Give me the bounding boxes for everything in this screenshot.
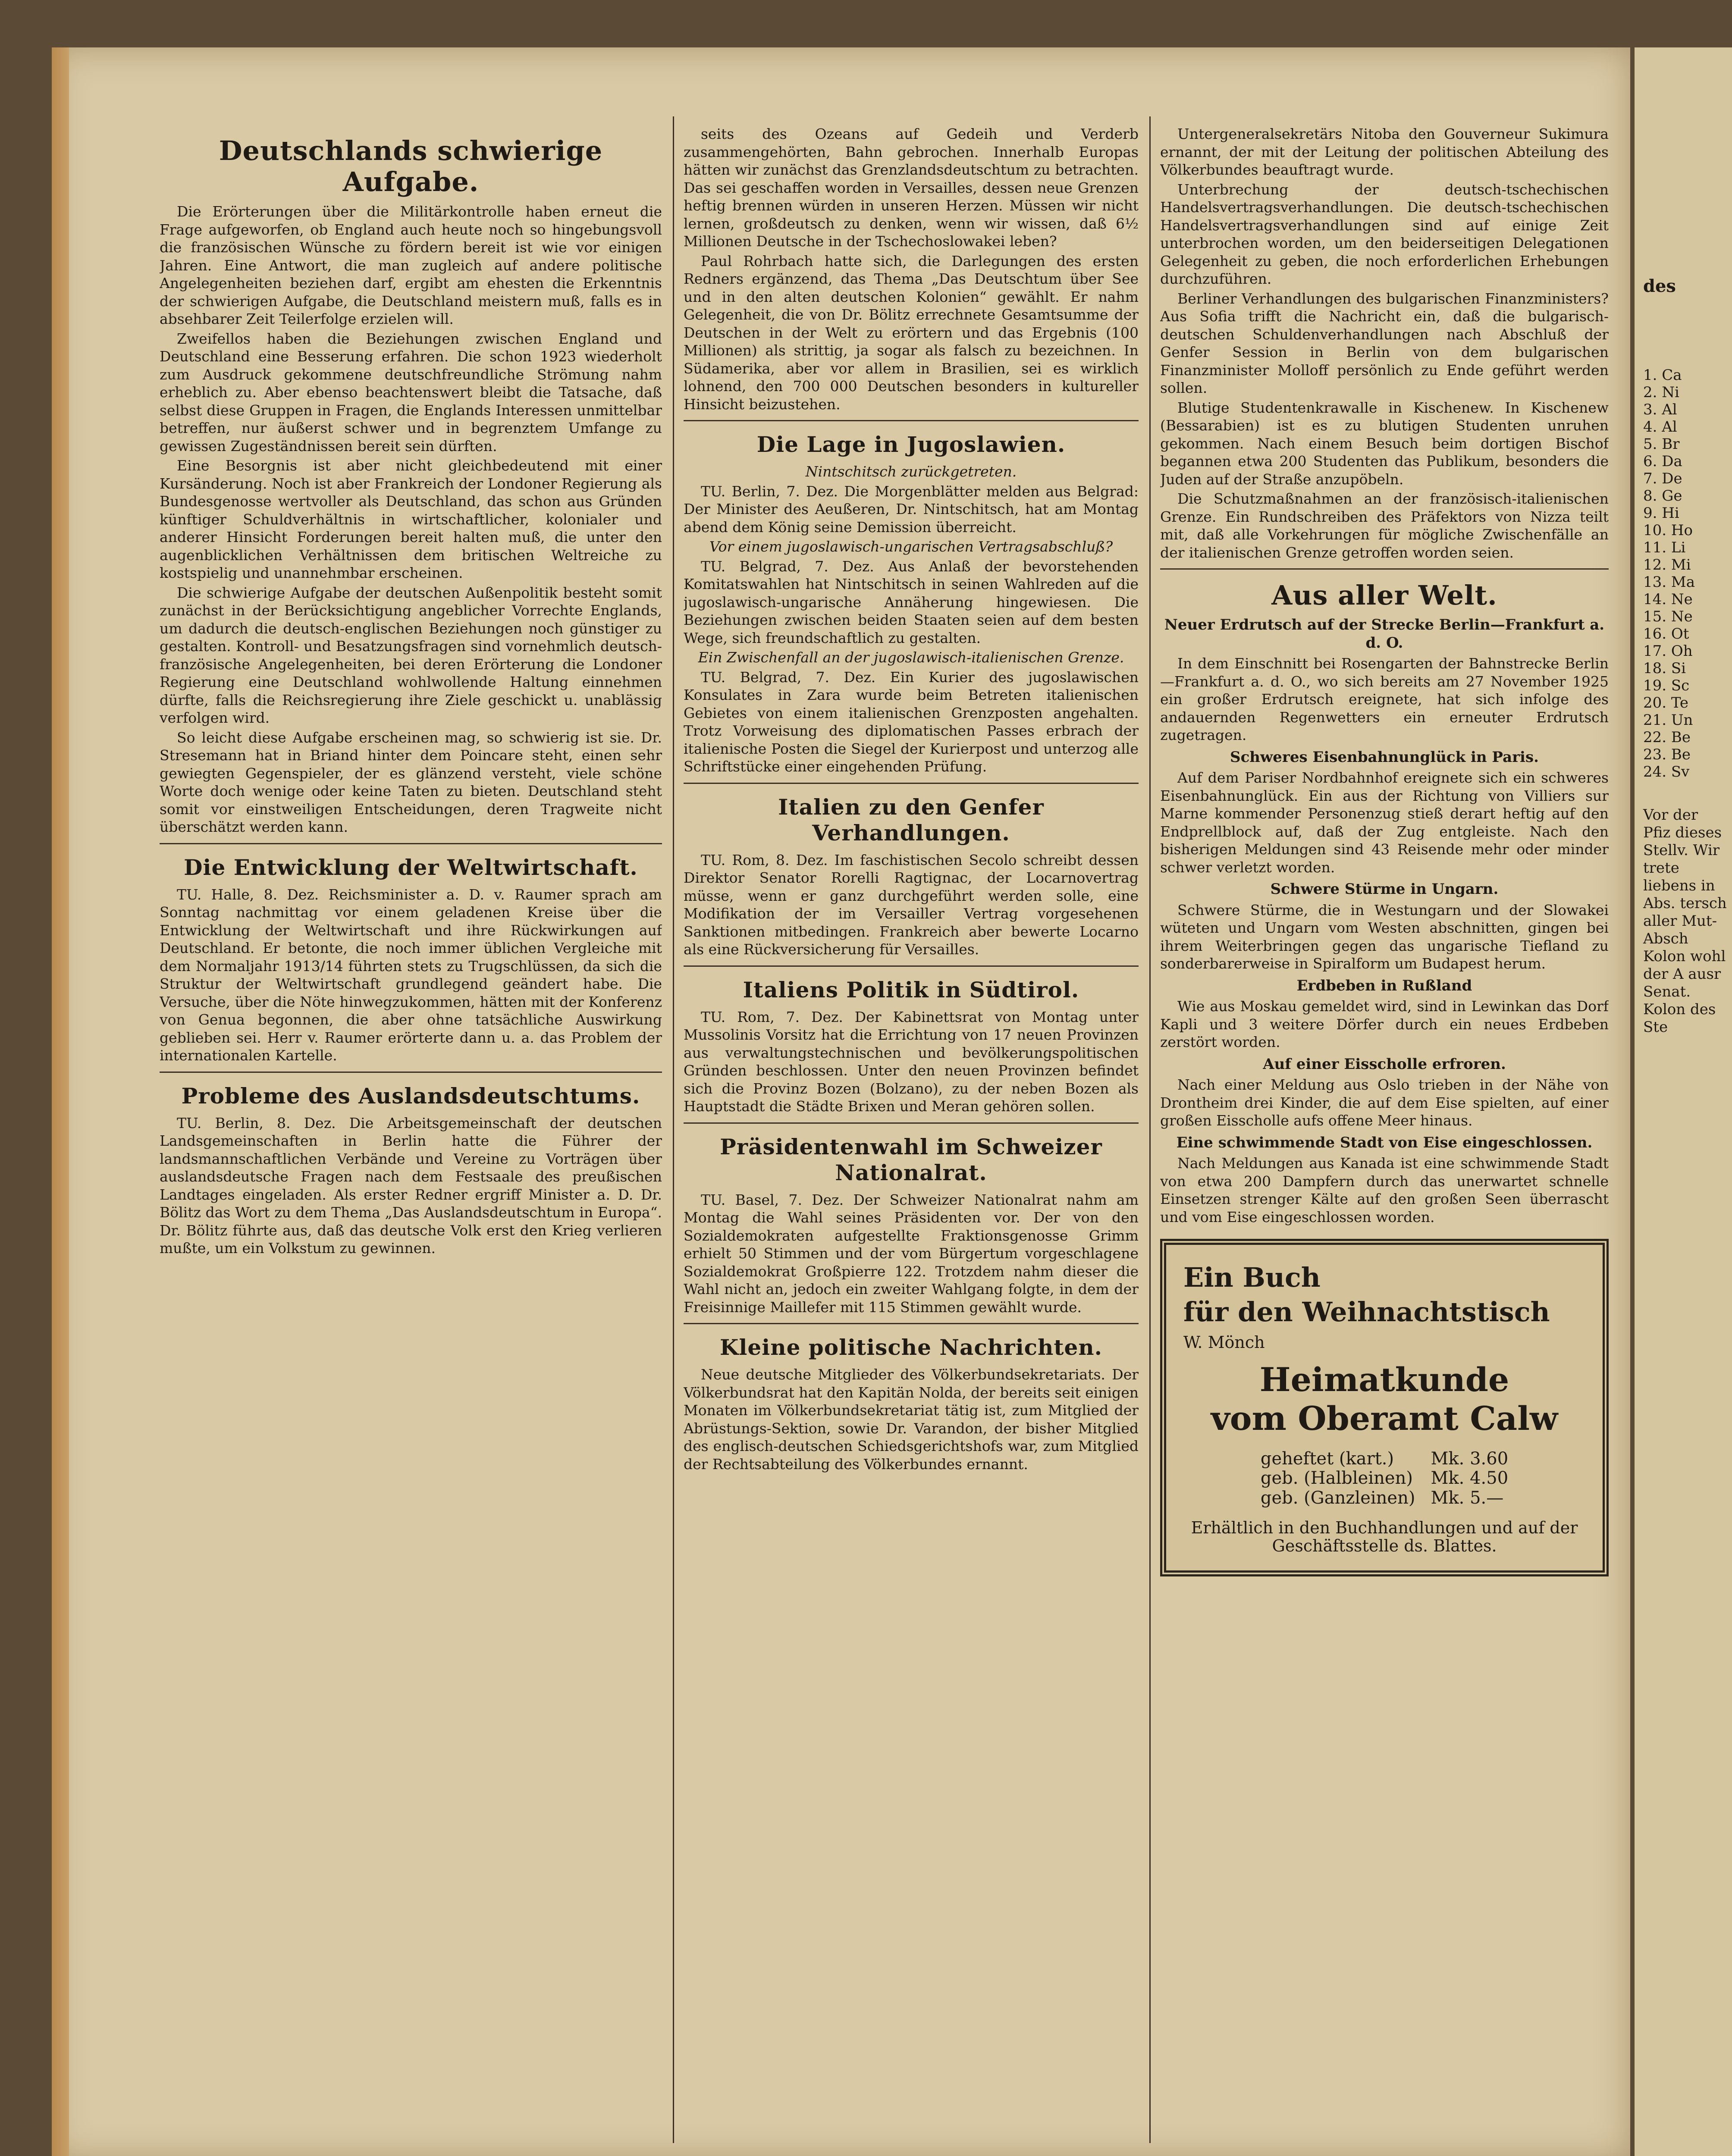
price-value: Mk. 4.50 <box>1431 1468 1509 1488</box>
subhead: Erdbeben in Rußland <box>1296 977 1472 994</box>
ad-title-2: vom Oberamt Calw <box>1211 1399 1558 1438</box>
price-row <box>1253 1469 1516 1489</box>
headline-kleine-nachrichten: Kleine politische Nachrichten. <box>719 1335 1103 1360</box>
list-item: 23. Be <box>1643 746 1691 763</box>
price-label: geheftet (kart.) <box>1260 1448 1394 1469</box>
book-advertisement <box>1160 1239 1609 1576</box>
paragraph: Zweifellos haben die Beziehungen zwischen England und Deutschland eine Besserung erfahren. Die schon 1923 wiederholt zum Ausdruck gekommene deutschfreundliche Strömung nahm erheblich zu. Aber ebenso beachtenswert bleibt die Tatsache, daß selbst diese Gruppen in Fragen, die Englands Interessen unmittelbar betreffen, nur äußerst schwer und in begrenztem Umfange zu gewissen Zugeständnissen bereit sein dürften. <box>160 330 662 454</box>
list-item: 9. Hi <box>1643 505 1679 522</box>
subhead: Auf einer Eisscholle erfroren. <box>1263 1055 1506 1073</box>
divider <box>160 1072 662 1073</box>
price-table <box>1253 1449 1516 1508</box>
paragraph: Blutige Studentenkrawalle in Kischenew. In Kischenew (Bessarabien) ist es zu blutigen Studenten unruhen gekommen. Nach einem Besuch beim dortigen Bischof begannen etwa 200 Studenten das Publikum, besonders die Juden auf der Straße anzupöbeln. <box>1160 399 1609 488</box>
list-item: 13. Ma <box>1643 573 1695 591</box>
column-rule <box>673 116 674 2143</box>
subhead: Neuer Erdrutsch auf der Strecke Berlin—Frankfurt a. d. O. <box>1164 616 1605 652</box>
subhead: Vor einem jugoslawisch-ungarischen Vertragsabschluß? <box>709 538 1113 555</box>
divider <box>160 843 662 844</box>
paragraph: Nach Meldungen aus Kanada ist eine schwimmende Stadt von etwa 200 Dampfern durch das unerwartet schnelle Einsetzen strenger Kälte auf den großen Seen überrascht und vom Eise eingeschlossen worden. <box>1160 1155 1609 1225</box>
list-item: 17. Oh <box>1643 642 1693 660</box>
paragraph: TU. Belgrad, 7. Dez. Aus Anlaß der bevorstehenden Komitatswahlen hat Nintschitsch in seinen Wahlreden auf die jugoslawisch-ungarische Annäherung hingewiesen. Die Beziehungen zwischen beiden Staaten seien auf dem besten Wege, sich freundschaftlich zu gestalten. <box>684 558 1139 646</box>
paragraph: Nach einer Meldung aus Oslo trieben in der Nähe von Drontheim drei Kinder, die auf dem Eise spielten, auf einer großen Eisscholle aufs offene Meer hinaus. <box>1160 1076 1609 1129</box>
paragraph: In dem Einschnitt bei Rosengarten der Bahnstrecke Berlin—Frankfurt a. d. O., wo sich bereits am 27 November 1925 ein großer Erdrutsch ereignete, hat sich infolge des andauernden Regenwetters ein erneuter Erdrutsch zugetragen. <box>1160 655 1609 743</box>
subhead: Nintschitsch zurückgetreten. <box>805 463 1017 480</box>
price-row <box>1253 1449 1516 1469</box>
list-item: 18. Si <box>1643 660 1686 677</box>
ad-footer: Erhältlich in den Buchhandlungen und auf der Geschäftsstelle ds. Blattes. <box>1191 1518 1578 1555</box>
list-item: 21. Un <box>1643 711 1693 729</box>
headline-weltwirtschaft: Die Entwicklung der Weltwirtschaft. <box>184 854 638 880</box>
divider <box>1160 568 1609 570</box>
divider <box>684 783 1139 784</box>
list-item: 3. Al <box>1643 401 1677 418</box>
paragraph: TU. Belgrad, 7. Dez. Ein Kurier des jugoslawischen Konsulates in Zara wurde beim Betreten italienischen Gebietes von einem italienischen Grenzposten angehalten. Trotz Vorweisung des diplomatischen Passes erbrach der italienische Posten die Siegel der Kurierpost und unterzog alle Schriftstücke einer eingehenden Prüfung. <box>684 668 1139 775</box>
price-value: Mk. 3.60 <box>1431 1448 1509 1469</box>
price-label: geb. (Ganzleinen) <box>1260 1488 1415 1508</box>
list-item: 15. Ne <box>1643 608 1693 625</box>
list-item: 8. Ge <box>1643 487 1682 505</box>
divider <box>684 420 1139 421</box>
adjacent-page-text: Vor der Pfiz dieses Stellv. Wir trete liebens in Abs. tersch aller Mut- Absch Kolon wohl der A ausr Senat. Kolon des Ste <box>1643 806 1727 1036</box>
newspaper-page <box>52 47 1630 2156</box>
list-item: 12. Mi <box>1643 556 1691 573</box>
headline-schweizer-nationalrat: Präsidentenwahl im Schweizer Nationalrat. <box>720 1134 1102 1185</box>
ad-author: W. Mönch <box>1183 1333 1265 1352</box>
paragraph: TU. Berlin, 8. Dez. Die Arbeitsgemeinschaft der deutschen Landsgemeinschaften in Berlin hatte die Führer der landsmannschaftlichen Verbände und Vereine zu Vorträgen über auslandsdeutsche Fragen nach dem Festsaale des preußischen Landtages eingeladen. Als erster Redner ergriff Minister a. D. Dr. Bölitz das Wort zu dem Thema „Das Auslandsdeutschtum in Europa“. Dr. Bölitz führte aus, daß das deutsche Volk erst den Krieg verlieren mußte, um ein Volkstum zu gewinnen. <box>160 1114 662 1257</box>
paragraph: TU. Berlin, 7. Dez. Die Morgenblätter melden aus Belgrad: Der Minister des Aeußeren, Dr. Nintschitsch, hat am Montag abend dem König seine Demission überreicht. <box>684 483 1139 536</box>
headline-auslandsdeutschtum: Probleme des Auslandsdeutschtums. <box>181 1083 640 1109</box>
paragraph: TU. Rom, 8. Dez. Im faschistischen Secolo schreibt dessen Direktor Senator Rorelli Ragtignac, der Locarnovertrag müsse, wenn er ganz durchgeführt werden solle, eine Modifikation der im Versailler Vertrag vorgesehenen Sanktionen mitbedingen. Frankreich aber bewerte Locarno als eine Rückversicherung für Versailles. <box>684 851 1139 958</box>
adjacent-page-heading: des <box>1643 276 1676 296</box>
page-edge <box>52 47 69 2156</box>
subhead: Ein Zwischenfall an der jugoslawisch-italienischen Grenze. <box>698 649 1124 666</box>
price-row <box>1253 1489 1516 1508</box>
paragraph: Berliner Verhandlungen des bulgarischen Finanzministers? Aus Sofia trifft die Nachricht ein, daß die bulgarisch-deutschen Schuldenverhandlungen nach Abschluß der Genfer Session in Berlin von dem bulgarischen Finanzminister Molloff persönlich zu Ende geführt werden sollen. <box>1160 290 1609 396</box>
list-item: 22. Be <box>1643 729 1691 746</box>
list-item: 5. Br <box>1643 436 1680 453</box>
list-item: 10. Ho <box>1643 522 1693 539</box>
list-item: 6. Da <box>1643 453 1682 470</box>
column-3 <box>1160 125 1609 2147</box>
paragraph: TU. Basel, 7. Dez. Der Schweizer Nationalrat nahm am Montag die Wahl seines Präsidenten vor. Der von den Sozialdemokraten aufgestellte Fraktionsgenosse Grimm erhielt 50 Stimmen und der vom Bürgertum vorgeschlagene Sozialdemokrat Großpierre 122. Trotzdem nahm dieser die Wahl nicht an, jedoch ein zweiter Wahlgang folgte, in dem der Freisinnige Maillefer mit 115 Stimmen gewählt wurde. <box>684 1191 1139 1316</box>
adjacent-page-list <box>1643 367 1695 780</box>
list-item: 20. Te <box>1643 694 1689 711</box>
subhead: Eine schwimmende Stadt von Eise eingeschlossen. <box>1176 1134 1593 1151</box>
paragraph: Wie aus Moskau gemeldet wird, sind in Lewinkan das Dorf Kapli und 3 weitere Dörfer durch ein neues Erdbeben zerstört worden. <box>1160 998 1609 1050</box>
list-item: 2. Ni <box>1643 384 1679 401</box>
paragraph: Die Schutzmaßnahmen an der französisch-italienischen Grenze. Ein Rundschreiben des Präfektors von Nizza teilt mit, daß alle Vorkehrungen für mögliche Zwischenfälle an der italienischen Grenze getroffen worden seien. <box>1160 490 1609 561</box>
paragraph: TU. Halle, 8. Dez. Reichsminister a. D. v. Raumer sprach am Sonntag nachmittag vor einem geladenen Kreise über die Entwicklung der Weltwirtschaft und ihre Rückwirkungen auf Deutschland. Er betonte, die noch immer üblichen Vergleiche mit dem Normaljahr 1913/14 führten stets zu Trugschlüssen, da sich die Struktur der Weltwirtschaft grundlegend geändert habe. Die Versuche, über die Nöte hinwegzukommen, hätten mit der Konferenz von Genua begonnen, die aber ohne tatsächliche Auswirkung geblieben sei. Herr v. Raumer erörterte dann u. a. das Problem der internationalen Kartelle. <box>160 886 662 1064</box>
list-item: 4. Al <box>1643 418 1677 436</box>
divider <box>684 965 1139 967</box>
paragraph: Neue deutsche Mitglieder des Völkerbundsekretariats. Der Völkerbundsrat hat den Kapitän Nolda, der bereits seit einigen Monaten im Völkerbundsekretariat tätig ist, zum Mitglied der Abrüstungs-Sektion, sowie Dr. Varandon, der bisher Mitglied des englisch-deutschen Schiedsgerichtshofs war, zum Mitglied der Rechtsabteilung des Völkerbundes ernannt. <box>684 1366 1139 1473</box>
divider <box>684 1122 1139 1124</box>
column-1 <box>160 125 662 2147</box>
subhead: Schweres Eisenbahnunglück in Paris. <box>1230 748 1539 766</box>
paragraph: Paul Rohrbach hatte sich, die Darlegungen des ersten Redners ergänzend, das Thema „Das Deutschtum über See und in den alten deutschen Kolonien“ gewählt. Er nahm Gelegenheit, die von Dr. Bölitz errechnete Gesamtsumme der Deutschen in der Welt zu erörtern und das Ergebnis (100 Millionen) als strittig, ja sogar als falsch zu bezeichnen. In Südamerika, aber vor allem in Brasilien, sei es wirklich lohnend, den 700 000 Deutschen besonders in kultureller Hinsicht beizustehen. <box>684 252 1139 413</box>
paragraph: TU. Rom, 7. Dez. Der Kabinettsrat von Montag unter Mussolinis Vorsitz hat die Errichtung von 17 neuen Provinzen aus verwaltungstechnischen und bevölkerungspolitischen Gründen beschlossen. Unter den neuen Provinzen befindet sich die Provinz Bozen (Bolzano), zu der neben Bozen als Hauptstadt die Städte Brixen und Meran gehören sollen. <box>684 1008 1139 1115</box>
list-item: 16. Ot <box>1643 625 1689 642</box>
paragraph: Auf dem Pariser Nordbahnhof ereignete sich ein schweres Eisenbahnunglück. Ein aus der Richtung von Villiers sur Marne kommender Personenzug stieß derart heftig auf den Endprellblock auf, daß der Zug entgleiste. Nach den bisherigen Meldungen sind 43 Reisende mehr oder minder schwer verletzt worden. <box>1160 769 1609 876</box>
list-item: 24. Sv <box>1643 763 1690 780</box>
column-rule <box>1149 116 1151 2143</box>
subhead: Schwere Stürme in Ungarn. <box>1270 881 1499 898</box>
paragraph: Die schwierige Aufgabe der deutschen Außenpolitik besteht somit zunächst in der Berücksichtigung angeblicher Vorrechte Englands, um dadurch die deutsch-englischen Beziehungen noch günstiger zu gestalten. Kontroll- und Besatzungsfragen sind vornehmlich deutsch-französische Angelegenheiten, bei deren Erörterung die Londoner Regierung eine Deutschland wohlwollende Haltung einnehmen dürfte, falls die Reichsregierung ihre Ziele geschickt u. unablässig verfolgen wird. <box>160 584 662 726</box>
headline-suedtirol: Italiens Politik in Südtirol. <box>743 977 1079 1003</box>
headline-italien-genf: Italien zu den Genfer Verhandlungen. <box>778 794 1044 846</box>
list-item: 11. Li <box>1643 539 1686 556</box>
headline-deutschlands-aufgabe: Deutschlands schwierige Aufgabe. <box>219 135 603 197</box>
ad-line-2: für den Weihnachtstisch <box>1183 1296 1550 1328</box>
paragraph: Die Erörterungen über die Militärkontrolle haben erneut die Frage aufgeworfen, ob England auch heute noch so hingebungsvoll die französischen Wünsche zu fördern bereit ist wie vor einigen Jahren. Eine Antwort, die man zugleich auf andere politische Angelegenheiten beziehen darf, ergibt am ehesten die Erkenntnis der schwierigen Aufgabe, die Deutschland meistern muß, falls es in absehbarer Zeit Teilerfolge erzielen will. <box>160 203 662 327</box>
paragraph: seits des Ozeans auf Gedeih und Verderb zusammengehörten, Bahn gebrochen. Innerhalb Europas hätten wir zunächst das Grenzlandsdeutschtum zu betrachten. Das sei geschaffen worden in Versailles, dessen neue Grenzen heftig brennen würden in unseren Herzen. Müssen wir nicht lernen, großdeutsch zu denken, wenn wir wissen, daß 6½ Millionen Deutsche in der Tschechoslowakei leben? <box>684 125 1139 250</box>
price-value: Mk. 5.— <box>1431 1488 1504 1508</box>
column-2 <box>684 125 1139 2147</box>
headline-jugoslawien: Die Lage in Jugoslawien. <box>756 432 1066 457</box>
adjacent-page <box>1635 47 1732 2156</box>
list-item: 1. Ca <box>1643 367 1682 384</box>
list-item: 19. Sc <box>1643 677 1690 694</box>
list-item: 14. Ne <box>1643 591 1693 608</box>
paragraph: Untergeneralsekretärs Nitoba den Gouverneur Sukimura ernannt, der mit der Leitung der politischen Abteilung des Völkerbundes beauftragt wurde. <box>1160 125 1609 178</box>
headline-aus-aller-welt: Aus aller Welt. <box>1271 580 1497 611</box>
paragraph: Unterbrechung der deutsch-tschechischen Handelsvertragsverhandlungen. Die deutsch-tschechischen Handelsvertragsverhandlungen sind auf einige Zeit unterbrochen worden, um den beiderseitigen Delegationen Gelegenheit zu geben, die noch erforderlichen Erhebungen durchzuführen. <box>1160 181 1609 287</box>
paragraph: Eine Besorgnis ist aber nicht gleichbedeutend mit einer Kursänderung. Noch ist aber Frankreich der Londoner Regierung als Bundesgenosse wertvoller als Deutschland, das schon aus Gründen künftiger Schuldverhältnis in wirtschaftlicher, kolonialer und anderer Hinsicht Forderungen bereit halten muß, die unter den augenblicklichen Verhältnissen dem britischen Weltreiche zu kostspielig und unannehmbar erscheinen. <box>160 457 662 581</box>
ad-line-1: Ein Buch <box>1183 1262 1321 1293</box>
divider <box>684 1323 1139 1324</box>
ad-title-1: Heimatkunde <box>1259 1360 1509 1399</box>
list-item: 7. De <box>1643 470 1682 487</box>
price-label: geb. (Halbleinen) <box>1260 1468 1413 1488</box>
paragraph: So leicht diese Aufgabe erscheinen mag, so schwierig ist sie. Dr. Stresemann hat in Briand hinter dem Poincare steht, einen sehr gewiegten Gegenspieler, der es glänzend versteht, viele schöne Worte doch wenige oder keine Taten zu bieten. Deutschland steht somit vor einstweiligen Entscheidungen, deren Tragweite nicht überschätzt werden kann. <box>160 729 662 835</box>
paragraph: Schwere Stürme, die in Westungarn und der Slowakei wüteten und Ungarn vom Westen abschnitten, gingen bei ihrem Weiterbringen gegen das ungarische Tiefland zu sonderbarerweise in Spiralform um Budapest herum. <box>1160 901 1609 972</box>
